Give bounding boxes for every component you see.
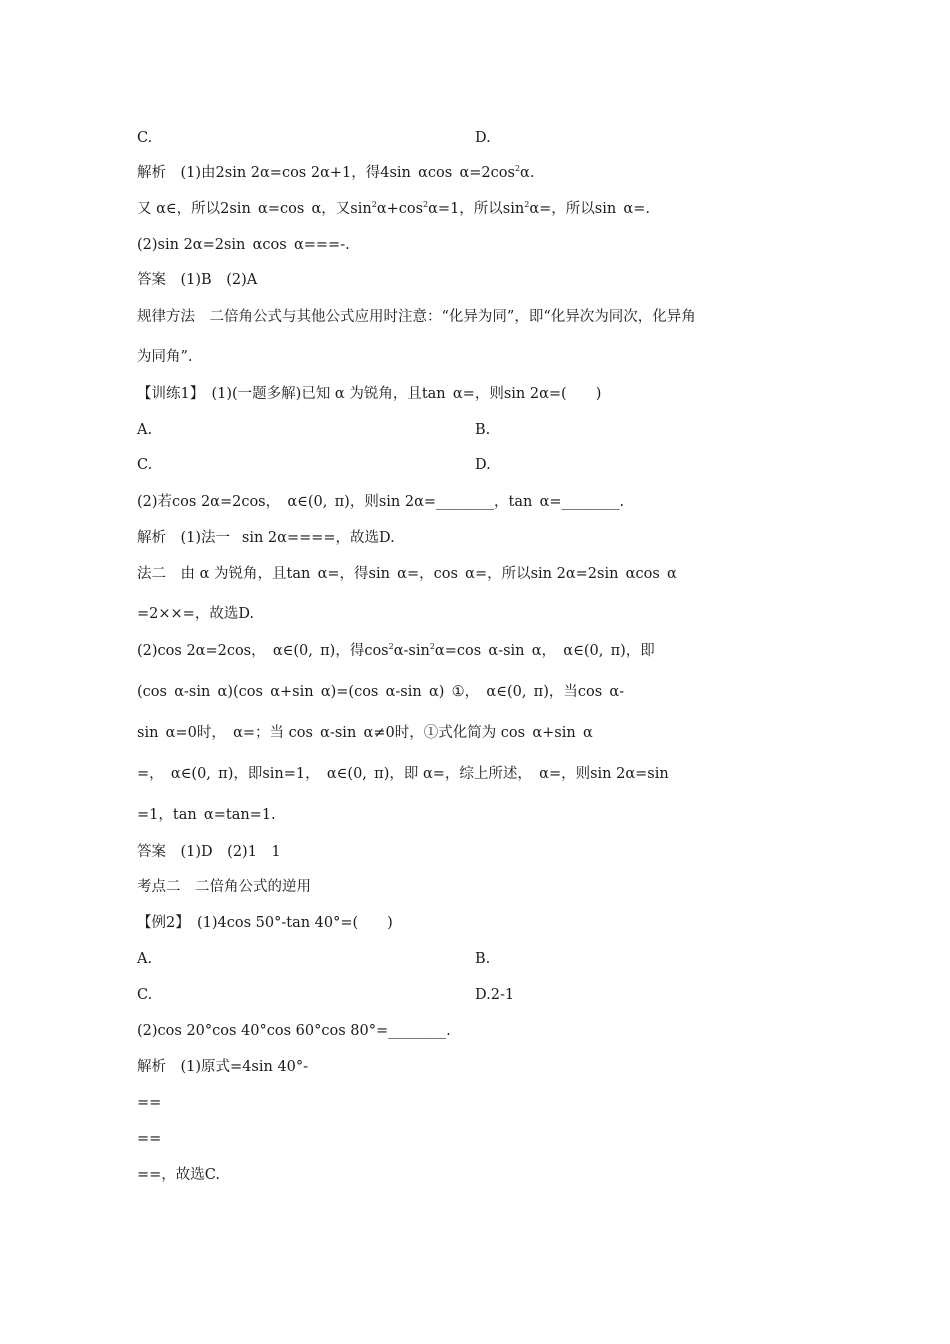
method-line-2: 为同角”. <box>137 349 193 365</box>
solution-part-2-line-4: =， α∈(0, π)，即sin=1， α∈(0, π)，即 α=，综上所述， α=，则sin 2α=sin <box>137 766 669 782</box>
option-c: C. <box>137 130 153 146</box>
solution-line-1: 解析 (1)由2sin 2α=cos 2α+1，得4sin αcos $\alpha=2\cos^2\alpha$. <box>137 164 535 181</box>
solution-part-2-line-2: (cos α-sin α)(cos α+sin α)=(cos α-sin α) ①， α∈(0, π)，当cos α- <box>137 684 625 700</box>
method-line-1: 规律方法 二倍角公式与其他公式应用时注意：“化异为同”，即“化异次为同次，化异角 <box>137 309 696 325</box>
example-2-question: 【例2】 (1)4cos 50°-tan 40°=( ) <box>137 915 393 931</box>
section-heading: 考点二 二倍角公式的逆用 <box>137 879 311 895</box>
solution-line: ==，故选C. <box>137 1167 220 1183</box>
option-d: D. <box>475 130 491 146</box>
option-c: C. <box>137 987 153 1003</box>
answer-line: 答案 (1)B (2)A <box>137 272 258 288</box>
option-a: A. <box>137 422 153 438</box>
solution-part-2-line-1: (2)cos 2α=2cos， α∈(0, π)，得$\cos^2\alpha-\sin^2\alpha=\cos$ α-sin α， α∈(0, π)，即 <box>137 642 655 659</box>
option-a: A. <box>137 951 153 967</box>
answer-line: 答案 (1)D (2)1 1 <box>137 844 281 860</box>
solution-line: == <box>137 1095 162 1111</box>
option-b: B. <box>475 951 491 967</box>
solution-part-2-line-5: =1，tan α=tan=1. <box>137 807 276 823</box>
solution-line: 解析 (1)原式=4sin 40°- <box>137 1059 309 1075</box>
solution-line: == <box>137 1131 162 1147</box>
option-d: D. <box>475 457 491 473</box>
exercise-1-question: 【训练1】 (1)(一题多解)已知 α 为锐角，且tan α=，则sin 2α=( ) <box>137 386 602 402</box>
solution-method-2-cont: =2××=，故选D. <box>137 606 255 622</box>
option-c: C. <box>137 457 153 473</box>
solution-method-2: 法二 由 α 为锐角，且tan α=，得sin α=，cos α=，所以sin 2α=2sin αcos α <box>137 566 677 582</box>
solution-method-1: 解析 (1)法一 sin 2α====，故选D. <box>137 530 395 546</box>
solution-line-2: 又 α∈，所以2sin α=cos α，又$\sin^2\alpha+\cos^2\alpha=1$，所以$\sin^2\alpha=$，所以sin α=. <box>137 200 650 217</box>
option-b: B. <box>475 422 491 438</box>
example-2-part-2: (2)cos 20°cos 40°cos 60°cos 80°=________. <box>137 1023 451 1039</box>
option-d: D.2-1 <box>475 987 515 1003</box>
solution-part-2-line-3: sin α=0时， α=；当 cos α-sin α≠0时，①式化简为 cos α+sin α <box>137 725 593 741</box>
exercise-1-part-2: (2)若cos 2α=2cos， α∈(0, π)，则sin 2α=________，tan α=________. <box>137 494 625 510</box>
solution-line-3: (2)sin 2α=2sin αcos α===-. <box>137 237 350 253</box>
